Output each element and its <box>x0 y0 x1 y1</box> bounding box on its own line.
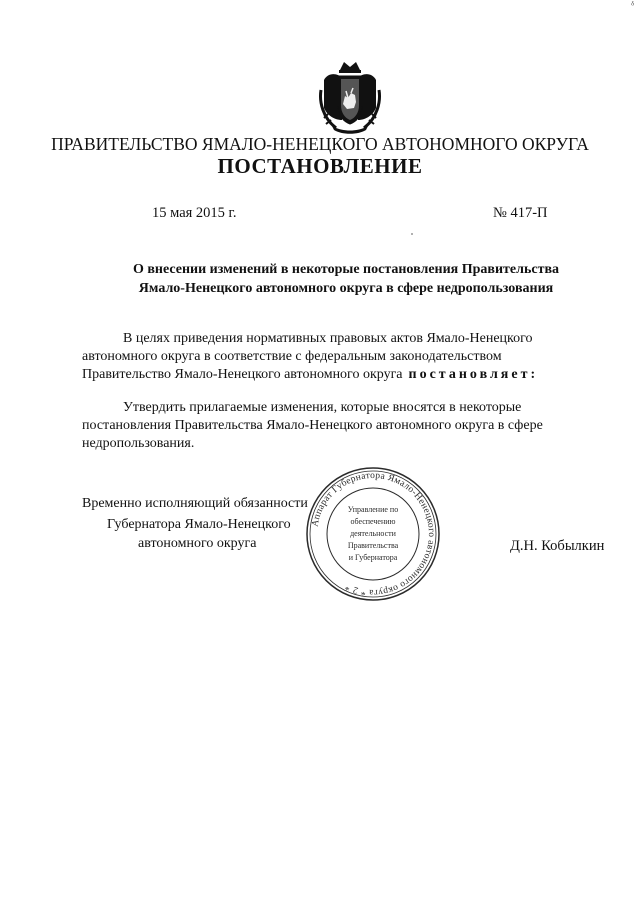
signatory-position: Губернатора Ямало-Ненецкого <box>107 517 291 532</box>
paragraph-line: В целях приведения нормативных правовых актов Ямало-Ненецкого <box>123 331 533 346</box>
paragraph-line: недропользования. <box>82 436 195 451</box>
stamp-inner-text: Управление по <box>347 505 399 514</box>
stamp-inner-text: Правительства <box>347 541 399 550</box>
official-stamp <box>305 466 441 602</box>
stamp-outer-text: Аппарат Губернатора Ямало-Ненецкого автономного округа * 2 * <box>310 470 437 598</box>
document-type: ПОСТАНОВЛЕНИЕ <box>217 154 423 178</box>
corner-mark: ᵟ <box>631 0 634 11</box>
stray-mark <box>411 233 413 235</box>
paragraph-line: Правительство Ямало-Ненецкого автономного округа постановляет: <box>82 367 539 382</box>
paragraph-line: Утвердить прилагаемые изменения, которые вносятся в некоторые <box>123 400 522 415</box>
document-date: 15 мая 2015 г. <box>152 205 237 221</box>
stamp-inner-text: деятельности <box>350 529 396 538</box>
signatory-position: Временно исполняющий обязанности <box>82 496 308 511</box>
stamp-inner-text: и Губернатора <box>348 553 398 562</box>
subject-line: Ямало-Ненецкого автономного округа в сфере недропользования <box>138 281 554 296</box>
body-paragraph <box>82 399 614 453</box>
stamp-inner-text: обеспечению <box>350 517 396 526</box>
paragraph-line: постановления Правительства Ямало-Ненецкого автономного округа в сфере <box>82 418 543 433</box>
government-title: ПРАВИТЕЛЬСТВО ЯМАЛО-НЕНЕЦКОГО АВТОНОМНОГО ОКРУГА <box>51 134 589 154</box>
paragraph-line: автономного округа в соответствие с федеральным законодательством <box>82 349 502 364</box>
signatory-position: автономного округа <box>138 536 257 551</box>
document-number: № 417-П <box>493 205 548 221</box>
resolution-word: постановляет: <box>408 367 539 382</box>
body-paragraph <box>82 330 614 384</box>
signatory-name: Д.Н. Кобылкин <box>510 538 605 554</box>
document-subject <box>96 260 596 298</box>
coat-of-arms-icon <box>318 60 382 136</box>
subject-line: О внесении изменений в некоторые постановления Правительства <box>132 262 560 277</box>
